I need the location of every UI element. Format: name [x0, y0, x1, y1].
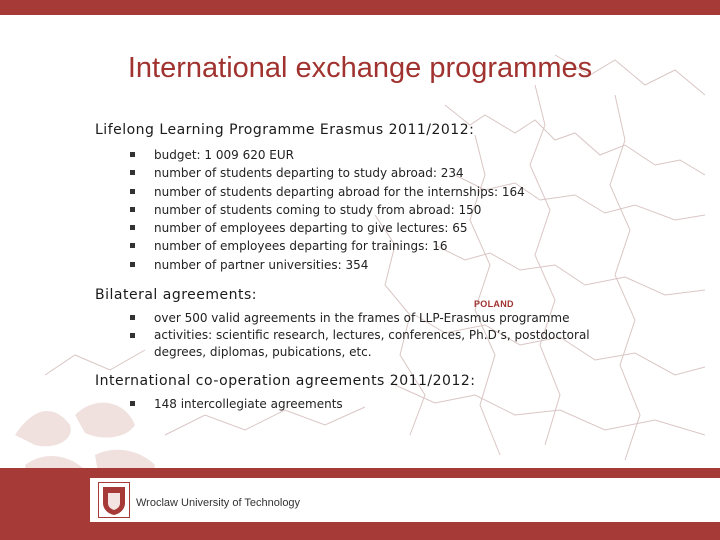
list-item [130, 183, 525, 201]
top-accent-bar [0, 0, 720, 15]
list-item-text: budget: 1 009 620 EUR [154, 148, 294, 162]
bullet-icon [130, 315, 135, 320]
bullet-icon [130, 225, 135, 230]
bilateral-list [130, 309, 594, 361]
list-item [130, 164, 525, 182]
section-heading-bilateral: Bilateral agreements: [95, 287, 258, 303]
list-item-text: number of employees departing to give lectures: 65 [154, 221, 468, 236]
bullet-icon [130, 243, 135, 248]
list-item-text: number of students coming to study from abroad: 150 [154, 202, 482, 217]
list-item [130, 237, 525, 255]
bullet-icon [130, 170, 135, 175]
bullet-icon [130, 333, 135, 338]
slide-title: International exchange programmes [127, 52, 593, 84]
list-item [130, 201, 525, 219]
bullet-icon [130, 401, 135, 406]
list-item-text: number of employees departing for trainings: 16 [154, 239, 448, 254]
bullet-icon [130, 207, 135, 212]
footer-strip [90, 478, 720, 522]
crest-shape [99, 483, 129, 517]
list-item [130, 327, 594, 361]
list-item [130, 146, 525, 164]
university-crest-icon [98, 482, 130, 518]
list-item-text: 148 intercollegiate agreements [154, 397, 343, 411]
list-item-text: activities: scientific research, lectures, conferences, Ph.D’s, postdoctoral degrees, diplomas, pubications, etc. [154, 328, 590, 360]
international-list [130, 395, 343, 413]
bullet-icon [130, 262, 135, 267]
section-heading-international: International co-operation agreements 2011/2012: [95, 373, 476, 389]
list-item [130, 395, 343, 413]
list-item [130, 256, 525, 274]
bullet-icon [130, 189, 135, 194]
list-item-text: number of partner universities: 354 [154, 257, 369, 272]
erasmus-list [130, 146, 525, 274]
bullet-icon [130, 152, 135, 157]
list-item-text: number of students departing to study abroad: 234 [154, 166, 464, 181]
list-item-text: over 500 valid agreements in the frames of LLP-Erasmus programme [154, 311, 570, 325]
list-item [130, 219, 525, 237]
list-item-text: number of students departing abroad for the internships: 164 [154, 184, 525, 199]
section-heading-erasmus: Lifelong Learning Programme Erasmus 2011/2012: [95, 122, 475, 138]
map-country-label: POLAND [474, 299, 514, 309]
list-item [130, 309, 594, 327]
university-name: Wroclaw University of Technology [136, 497, 301, 509]
